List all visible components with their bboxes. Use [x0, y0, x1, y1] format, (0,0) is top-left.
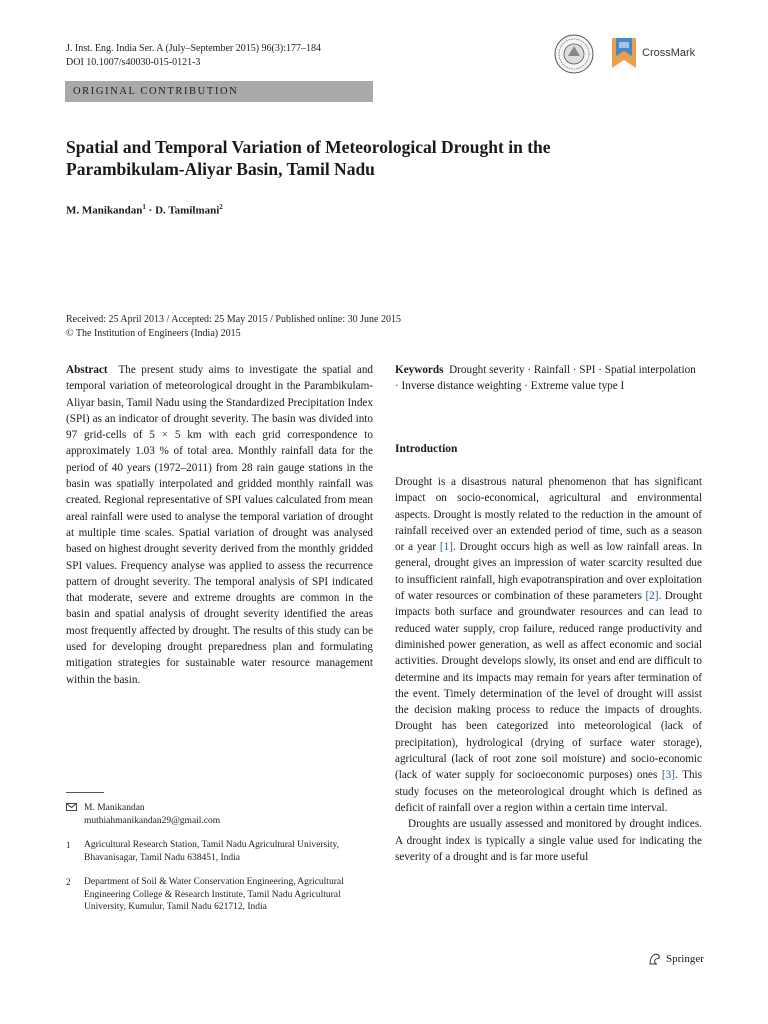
abstract — [66, 362, 373, 688]
author-name[interactable]: M. Manikandan — [66, 204, 143, 217]
crossmark-icon — [609, 34, 639, 72]
crossmark-badge[interactable] — [609, 34, 695, 72]
correspondence — [66, 802, 366, 827]
article-title: Spatial and Temporal Variation of Meteorological Drought in the Parambikulam-Aliyar Basin, Tamil Nadu — [66, 137, 551, 179]
footnote-divider — [66, 792, 104, 793]
paragraph — [395, 474, 702, 816]
citation-link[interactable]: [2] — [645, 590, 659, 603]
abstract-label: Abstract — [66, 364, 108, 376]
article-dates — [66, 313, 401, 340]
springer-horse-icon — [648, 952, 662, 966]
copyright-line: © The Institution of Engineers (India) 2015 — [66, 327, 241, 339]
envelope-icon — [66, 802, 84, 827]
affiliation-mark: 1 — [142, 203, 146, 211]
affiliation-item — [66, 839, 366, 864]
paragraph: Droughts are usually assessed and monitored by drought indices. A drought index is typically a single value used for indicating the severity of a drought and is far more useful — [395, 818, 702, 863]
author-separator: · — [145, 204, 156, 217]
text-run: . Drought impacts both surface and groundwater resources and can lead to reduced water supply, crop failure, reduced range productivity and diminished power generation, as well as affect economic and social activities. Drought develops slowly, its onset and end are difficult to determine and its impacts may remain for years after termination of the event. Timely determination of the level of drought will assist the decision making process to reduce the impacts of droughts. Drought has been categorized into meteorological (lack of precipitation), hydrological (drying of surface water storage), agricultural (lack of root zone soil moisture) and socio-economic (lack of water supply for socioeconomic purposes) ones — [395, 590, 702, 782]
text-run: . Drought occurs high as well as low rainfall areas. In general, drought gives an impression of water scarcity resulted due to insufficient rainfall, high evapotranspiration and over exploitation of water resources or combination of these parameters — [395, 541, 702, 603]
publication-history: Received: 25 April 2013 / Accepted: 25 May 2015 / Published online: 30 June 2015 — [66, 314, 401, 325]
institution-seal-icon — [554, 34, 594, 74]
doi[interactable]: DOI 10.1007/s40030-015-0121-3 — [66, 57, 201, 68]
citation-link[interactable]: [1] — [439, 541, 453, 554]
text-run: Drought is a disastrous natural phenomenon that has significant impact on socio-economical, agricultural and environmental aspects. Drought is mostly related to the reduction in the amount of rainfall received over an extended period of time, such as a season or a year — [395, 476, 702, 554]
affiliations — [66, 802, 366, 926]
introduction-body — [395, 474, 702, 865]
keywords-label: Keywords — [395, 364, 444, 376]
citation-link[interactable]: [3] — [661, 769, 675, 782]
affiliation-text: Department of Soil & Water Conservation Engineering, Agricultural Engineering College & Research Institute, Tamil Nadu Agricultural University, Kumulur, Tamil Nadu 621712, India — [84, 877, 344, 912]
author-name[interactable]: D. Tamilmani — [155, 204, 220, 217]
author-list — [66, 203, 223, 217]
publisher-name: Springer — [666, 953, 704, 965]
keywords-text: Drought severity · Rainfall · SPI · Spatial interpolation · Inverse distance weighting · Extreme value type I — [395, 364, 696, 393]
email-link[interactable]: muthiahmanikandan29@gmail.com — [84, 815, 221, 826]
affiliation-item — [66, 876, 366, 914]
publisher-logo — [648, 952, 704, 966]
abstract-text: The present study aims to investigate the spatial and temporal variation of meteorological drought in the Parambikulam-Aliyar basin, Tamil Nadu using the Standardized Precipitation Index (SPI) as an indicator of drought severity. The basin was divided into 97 grid-cells of 5 × 5 km with each grid correspondence to approximately 1.03 % of total area. Monthly rainfall data for the period of 40 years (1972–2011) from 28 rain gauge stations in the basin was spatially interpolated and gridded monthly rainfall was created. Regional representative of SPI values calculated from mean areal rainfall were used to analyse the temporal variation of drought at multiple time scales. Spatial variation of drought was analysed based on highest drought severity derived from the monthly gridded SPI values. Frequency analyse was applied to assess the recurrence pattern of drought severity. The temporal analysis of SPI indicated that moderate, severe and extreme droughts are common in the basin and spatial analysis of drought severity identified the areas most frequently affected by drought. The results of this study can be used for developing drought preparedness plan and formulating mitigation strategies for sustainable water resource management within the basin. — [66, 364, 374, 686]
section-label: ORIGINAL CONTRIBUTION — [65, 81, 373, 102]
corresponding-author: M. Manikandan — [84, 803, 145, 813]
affiliation-mark: 2 — [66, 877, 71, 887]
affiliation-mark: 2 — [219, 203, 223, 211]
crossmark-label: CrossMark — [642, 47, 696, 59]
keywords — [395, 362, 702, 395]
section-heading: Introduction — [395, 443, 458, 455]
text-run: . This study focuses on the meteorological drought which is defined as deficit of rainfall over a region within a certain time interval. — [395, 769, 703, 814]
affiliation-mark: 1 — [66, 840, 71, 850]
affiliation-text: Agricultural Research Station, Tamil Nadu Agricultural University, Bhavanisagar, Tamil Nadu 638451, India — [84, 840, 339, 863]
journal-citation: J. Inst. Eng. India Ser. A (July–September 2015) 96(3):177–184 — [66, 43, 321, 54]
